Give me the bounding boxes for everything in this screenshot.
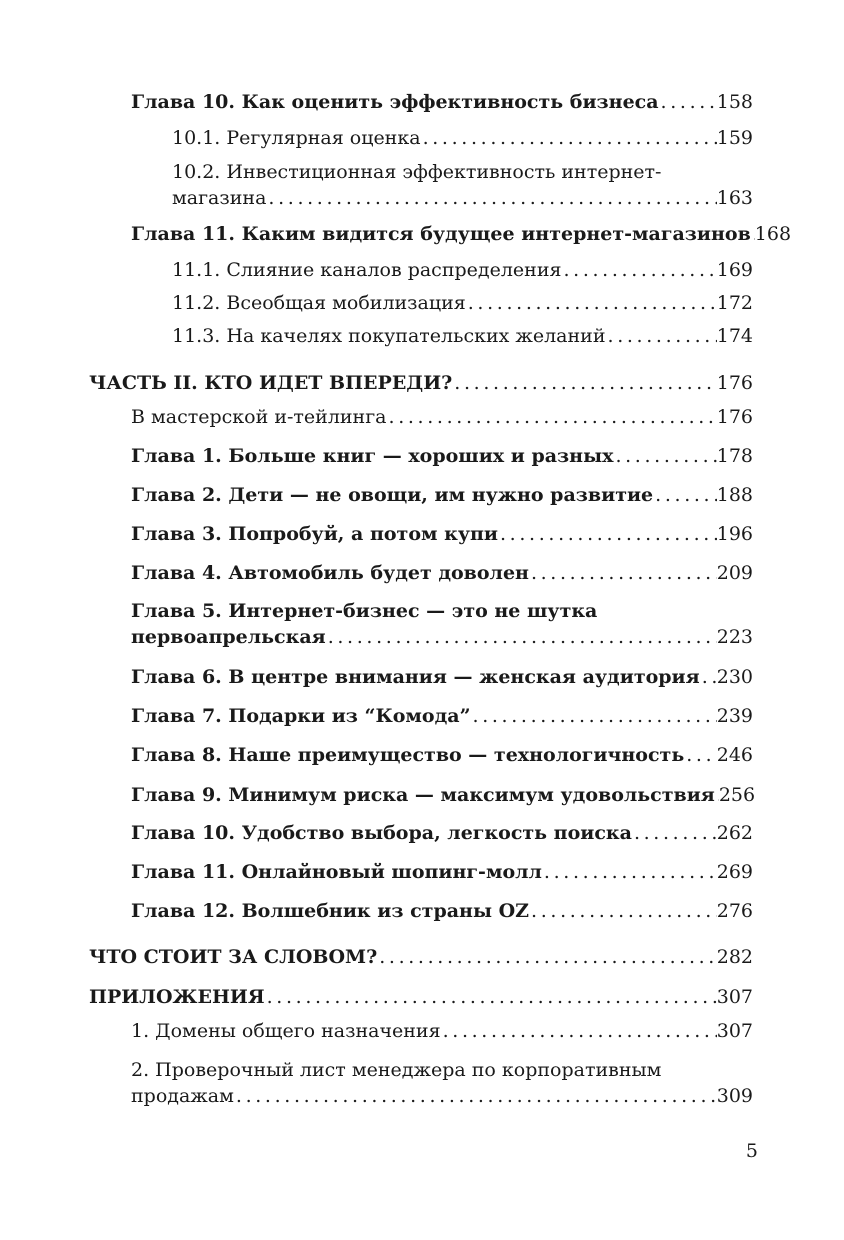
toc-entry-page: 309 <box>716 1085 753 1107</box>
toc-entry-title: Глава 8. Наше преимущество — технологичность <box>131 744 685 766</box>
dot-leader <box>529 898 717 924</box>
toc-entry-page: 163 <box>716 187 753 209</box>
toc-entry <box>131 560 753 586</box>
toc-entry-title: Глава 11. Онлайновый шопинг-молл <box>131 861 542 883</box>
toc-entry <box>172 125 753 151</box>
toc-entry-page: 269 <box>716 861 753 883</box>
toc-entry-title: Глава 12. Волшебник из страны OZ <box>131 900 530 922</box>
toc-entry-row <box>131 859 753 885</box>
dot-leader <box>659 89 717 115</box>
dot-leader <box>498 521 717 547</box>
toc-entry <box>89 944 753 970</box>
toc-entry <box>131 89 753 115</box>
toc-entry <box>172 290 753 316</box>
toc-entry-page: 159 <box>716 127 753 149</box>
toc-entry-page: 230 <box>716 666 753 688</box>
dot-leader <box>606 323 717 349</box>
dot-leader <box>377 944 717 970</box>
toc-entry-row <box>131 664 753 690</box>
toc-entry-row <box>131 1018 753 1044</box>
dot-leader <box>561 257 716 283</box>
toc-entry-title: первоапрельская <box>131 626 326 648</box>
page-number: 5 <box>745 1140 758 1162</box>
dot-leader <box>466 290 717 316</box>
toc-entry-row <box>131 404 753 430</box>
dot-leader <box>326 624 717 650</box>
toc-entry-title: 1. Домены общего назначения <box>131 1020 441 1042</box>
toc-entry-row <box>172 185 753 211</box>
dot-leader <box>700 664 717 690</box>
dot-leader <box>387 404 717 430</box>
toc-entry-page: 172 <box>716 292 753 314</box>
toc-entry <box>131 482 753 508</box>
toc-entry-title: магазина <box>172 187 267 209</box>
toc-entry-page: 246 <box>716 744 753 766</box>
toc-entry <box>131 443 753 469</box>
toc-entry-title: Глава 2. Дети — не овощи, им нужно развитие <box>131 484 654 506</box>
toc-entry-title-line1: Глава 5. Интернет-бизнес — это не шутка <box>131 600 598 622</box>
dot-leader <box>653 482 717 508</box>
toc-entry-row <box>89 984 753 1010</box>
toc-entry-row <box>131 560 753 586</box>
dot-leader <box>265 984 717 1010</box>
toc-entry-title: Глава 10. Удобство выбора, легкость поиска <box>131 822 632 844</box>
toc-entry-row <box>131 482 753 508</box>
toc-entry-title: Глава 7. Подарки из “Комода” <box>131 705 471 727</box>
toc-entry-row <box>131 703 753 729</box>
dot-leader <box>266 185 716 211</box>
toc-entry <box>172 257 753 283</box>
toc-entry <box>89 370 753 396</box>
dot-leader <box>471 703 717 729</box>
toc-entry-page: 223 <box>716 626 753 648</box>
toc-entry-title-line1: 2. Проверочный лист менеджера по корпоративным <box>131 1059 662 1081</box>
toc-entry-row <box>131 443 753 469</box>
toc-entry-title: Глава 6. В центре внимания — женская аудитория <box>131 666 700 688</box>
toc-entry <box>131 782 756 808</box>
toc-entry-title: ПРИЛОЖЕНИЯ <box>89 986 265 1008</box>
toc-entry-row <box>172 290 753 316</box>
toc-entry-page: 209 <box>716 562 753 584</box>
toc-entry-page: 178 <box>716 445 753 467</box>
toc-entry <box>131 521 753 547</box>
toc-entry-page: 168 <box>754 223 792 245</box>
toc-entry-row <box>89 370 753 396</box>
toc-entry <box>131 598 753 650</box>
toc-entry <box>172 323 753 349</box>
dot-leader <box>452 370 716 396</box>
toc-entry-page: 158 <box>716 91 753 113</box>
dot-leader <box>542 859 717 885</box>
toc-entry <box>131 820 753 846</box>
toc-entry-row <box>131 521 753 547</box>
toc-entry-title: Глава 4. Автомобиль будет доволен <box>131 562 529 584</box>
toc-entry-row <box>131 898 753 924</box>
dot-leader <box>613 443 716 469</box>
toc-entry-row <box>131 820 753 846</box>
toc-entry-page: 282 <box>716 946 753 968</box>
toc-entry-row <box>172 257 753 283</box>
toc-entry-title: ЧТО СТОИТ ЗА СЛОВОМ? <box>89 946 378 968</box>
toc-entry-title: Глава 9. Минимум риска — максимум удовольствия <box>131 784 715 806</box>
toc-entry-title: Глава 11. Каким видится будущее интернет-магазинов <box>131 223 751 245</box>
toc-entry-page: 176 <box>716 406 753 428</box>
dot-leader <box>632 820 717 846</box>
toc-entry-title: Глава 10. Как оценить эффективность бизнеса <box>131 91 659 113</box>
toc-entry <box>89 984 753 1010</box>
toc-entry <box>131 703 753 729</box>
toc-entry-title: ЧАСТЬ II. КТО ИДЕТ ВПЕРЕДИ? <box>89 372 453 394</box>
toc-entry-title: В мастерской и-тейлинга <box>131 406 387 428</box>
toc-entry <box>131 898 753 924</box>
dot-leader <box>421 125 717 151</box>
dot-leader <box>234 1083 717 1109</box>
toc-entry-row <box>172 323 753 349</box>
toc-entry-row <box>131 1083 753 1109</box>
toc-entry-title: 11.2. Всеобщая мобилизация <box>172 292 466 314</box>
toc-entry <box>131 742 753 768</box>
toc-entry-title: 11.3. На качелях покупательских желаний <box>172 325 606 347</box>
dot-leader <box>684 742 717 768</box>
toc-entry-page: 196 <box>716 523 753 545</box>
toc-entry-row <box>172 125 753 151</box>
toc-entry-page: 256 <box>718 784 756 806</box>
toc-entry-title: Глава 3. Попробуй, а потом купи <box>131 523 498 545</box>
toc-entry <box>131 1018 753 1044</box>
toc-entry-page: 276 <box>716 900 753 922</box>
toc-entry-row <box>131 89 753 115</box>
toc-entry-row <box>131 624 753 650</box>
toc-entry-row <box>131 221 792 247</box>
toc-entry-title: 10.1. Регулярная оценка <box>172 127 421 149</box>
toc-entry-page: 262 <box>716 822 753 844</box>
toc-entry-page: 169 <box>716 259 753 281</box>
toc-entry <box>131 404 753 430</box>
toc-entry <box>172 159 753 211</box>
toc-entry-row <box>131 782 756 808</box>
toc-entry-title: продажам <box>131 1085 234 1107</box>
toc-entry-page: 307 <box>716 986 753 1008</box>
toc-entry <box>131 664 753 690</box>
toc-entry-page: 307 <box>716 1020 753 1042</box>
toc-entry-page: 174 <box>716 325 753 347</box>
toc-entry <box>131 1057 753 1109</box>
toc-entry <box>131 221 792 247</box>
toc-entry-page: 188 <box>716 484 753 506</box>
dot-leader <box>529 560 717 586</box>
toc-entry-row <box>131 742 753 768</box>
dot-leader <box>441 1018 717 1044</box>
toc-entry-page: 176 <box>716 372 753 394</box>
toc-entry-title: 11.1. Слияние каналов распределения <box>172 259 562 281</box>
toc-entry <box>131 859 753 885</box>
toc-entry-title: Глава 1. Больше книг — хороших и разных <box>131 445 614 467</box>
toc-entry-page: 239 <box>716 705 753 727</box>
toc-entry-row <box>89 944 753 970</box>
toc-entry-title-line1: 10.2. Инвестиционная эффективность интернет- <box>172 161 662 183</box>
